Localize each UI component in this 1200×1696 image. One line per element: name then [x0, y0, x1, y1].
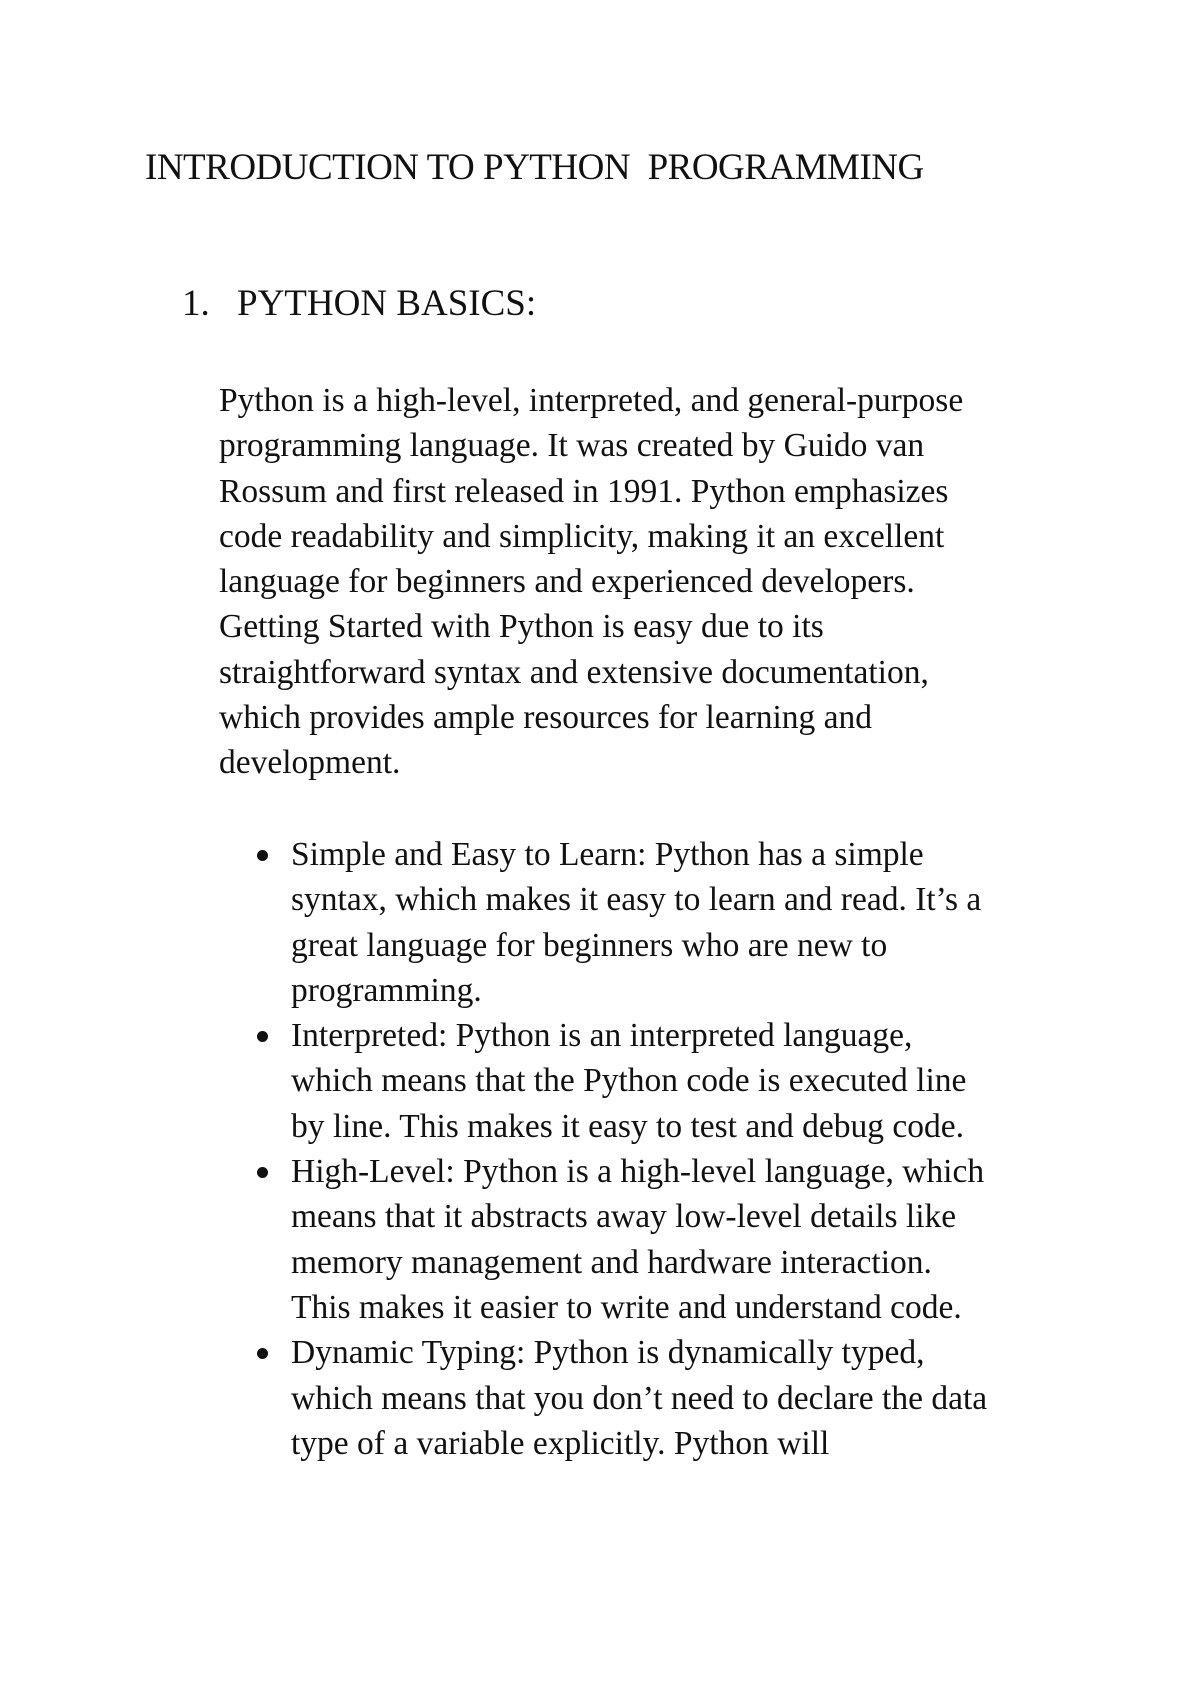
bullet-line: This makes it easier to write and understand code. — [291, 1288, 962, 1326]
bullet-dot-icon — [257, 1031, 268, 1042]
section-number: 1. — [182, 283, 210, 324]
document-title: INTRODUCTION TO PYTHON PROGRAMMING — [145, 147, 924, 188]
bullet-item-simple — [0, 832, 1200, 1013]
paragraph-line: language for beginners and experienced developers. — [219, 563, 915, 601]
feature-bullet-list — [0, 832, 1200, 1466]
paragraph-line: which provides ample resources for learning and — [219, 699, 873, 737]
bullet-line: syntax, which makes it easy to learn and read. It’s a — [291, 881, 982, 919]
bullet-line: which means that the Python code is executed line — [291, 1062, 967, 1100]
bullet-line: means that it abstracts away low-level details like — [291, 1198, 957, 1236]
section-heading-text: PYTHON BASICS: — [237, 283, 537, 324]
bullet-line: Simple and Easy to Learn: Python has a simple — [291, 836, 924, 873]
bullet-line: programming. — [291, 971, 482, 1009]
bullet-dot-icon — [257, 1348, 268, 1359]
bullet-line: High-Level: Python is a high-level language, which — [291, 1153, 985, 1191]
intro-paragraph — [219, 378, 1089, 786]
paragraph-line: code readability and simplicity, making it an excellent — [219, 517, 945, 555]
bullet-line: Interpreted: Python is an interpreted language, — [291, 1017, 913, 1055]
bullet-item-high-level — [0, 1149, 1200, 1330]
bullet-item-dynamic-typing — [0, 1330, 1200, 1466]
bullet-line: which means that you don’t need to declare the data — [291, 1379, 988, 1417]
paragraph-line: Rossum and first released in 1991. Python emphasizes — [219, 472, 949, 510]
bullet-line: great language for beginners who are new to — [291, 926, 888, 964]
paragraph-line: development. — [219, 744, 401, 782]
paragraph-line: programming language. It was created by Guido van — [219, 427, 925, 465]
bullet-dot-icon — [257, 1167, 268, 1178]
section-heading — [182, 282, 536, 326]
paragraph-line: straightforward syntax and extensive documentation, — [219, 653, 929, 691]
bullet-line: Dynamic Typing: Python is dynamically typed, — [291, 1334, 925, 1372]
bullet-item-interpreted — [0, 1013, 1200, 1149]
paragraph-line: Getting Started with Python is easy due to its — [219, 608, 824, 646]
paragraph-line: Python is a high-level, interpreted, and general-purpose — [219, 382, 964, 419]
bullet-dot-icon — [257, 850, 268, 861]
bullet-line: type of a variable explicitly. Python will — [291, 1424, 830, 1462]
bullet-line: by line. This makes it easy to test and debug code. — [291, 1107, 964, 1145]
bullet-line: memory management and hardware interaction. — [291, 1243, 932, 1281]
